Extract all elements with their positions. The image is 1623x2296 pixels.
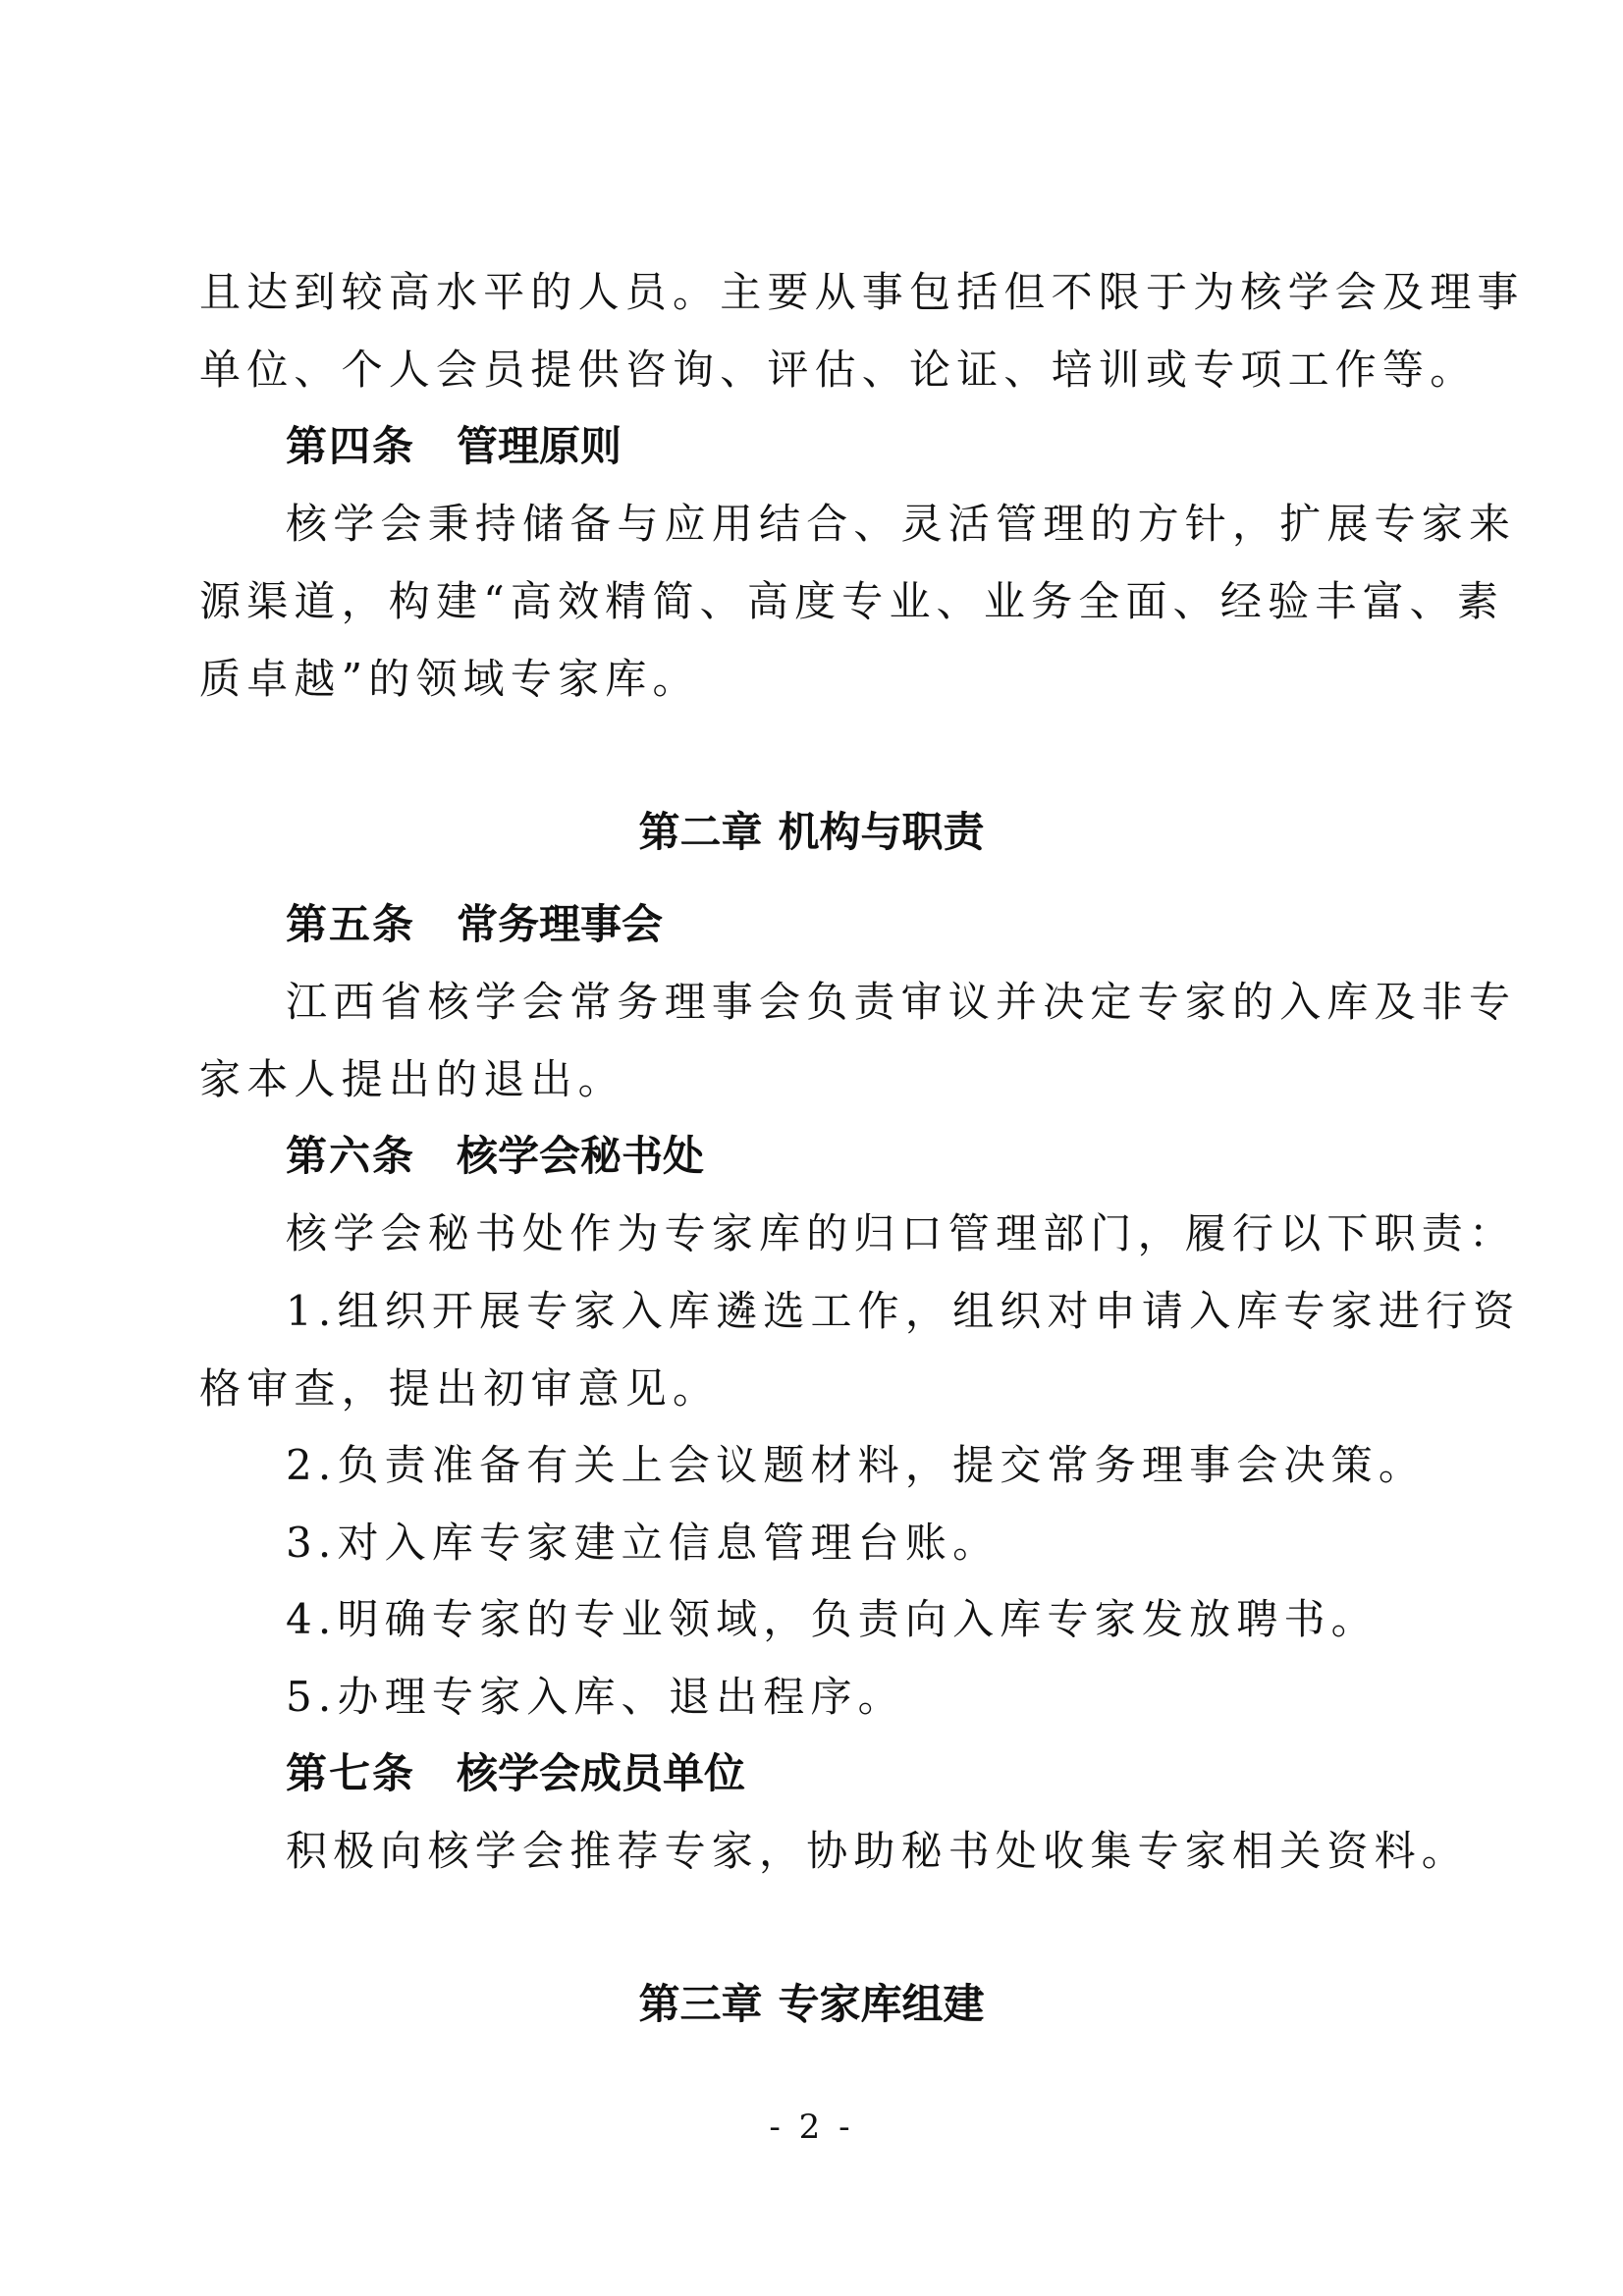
body-line-15: 2.负责准备有关上会议题材料，提交常务理事会决策。 (286, 1441, 1427, 1489)
article-6-number: 第六条 (286, 1132, 416, 1180)
chapter-3-title: 专家库组建 (778, 1980, 985, 2028)
article-6-title: 核学会秘书处 (457, 1132, 705, 1180)
body-line-6: 质卓越”的领域专家库。 (199, 655, 700, 703)
body-line-10: 家本人提出的退出。 (199, 1055, 625, 1103)
chapter-3-heading (0, 1975, 1623, 2034)
article-4-number: 第四条 (286, 422, 416, 470)
chapter-2-heading (0, 803, 1623, 862)
body-line-1: 且达到较高水平的人员。主要从事包括但不限于为核学会及理事 (199, 268, 1525, 316)
article-7-heading (286, 1744, 745, 1803)
body-line-4: 核学会秉持储备与应用结合、灵活管理的方针，扩展专家来 (286, 500, 1517, 548)
page-number: - 2 - (769, 2108, 854, 2147)
chapter-2-number: 第二章 (638, 808, 763, 856)
body-line-13: 1.组织开展专家入库遴选工作，组织对申请入库专家进行资 (286, 1287, 1521, 1335)
article-5-number: 第五条 (286, 900, 416, 948)
article-4-heading (286, 417, 622, 476)
article-5-title: 常务理事会 (457, 900, 664, 948)
article-7-title: 核学会成员单位 (457, 1749, 746, 1797)
body-line-16: 3.对入库专家建立信息管理台账。 (286, 1519, 1001, 1567)
body-line-2: 单位、个人会员提供咨询、评估、论证、培训或专项工作等。 (199, 346, 1478, 394)
chapter-3-number: 第三章 (638, 1980, 763, 2028)
article-7-number: 第七条 (286, 1749, 416, 1797)
body-line-18: 5.办理专家入库、退出程序。 (286, 1673, 905, 1721)
body-line-17: 4.明确专家的专业领域，负责向入库专家发放聘书。 (286, 1595, 1379, 1643)
body-line-20: 积极向核学会推荐专家，协助秘书处收集专家相关资料。 (286, 1827, 1470, 1875)
body-line-9: 江西省核学会常务理事会负责审议并决定专家的入库及非专 (286, 978, 1517, 1026)
chapter-2-title: 机构与职责 (778, 808, 985, 856)
body-line-12: 核学会秘书处作为专家库的归口管理部门，履行以下职责： (286, 1209, 1517, 1257)
article-5-heading (286, 895, 663, 954)
article-4-title: 管理原则 (457, 422, 622, 470)
article-6-heading (286, 1127, 704, 1186)
body-line-5: 源渠道，构建“高效精简、高度专业、业务全面、经验丰富、素 (199, 577, 1505, 625)
body-line-14: 格审查，提出初审意见。 (199, 1364, 721, 1413)
